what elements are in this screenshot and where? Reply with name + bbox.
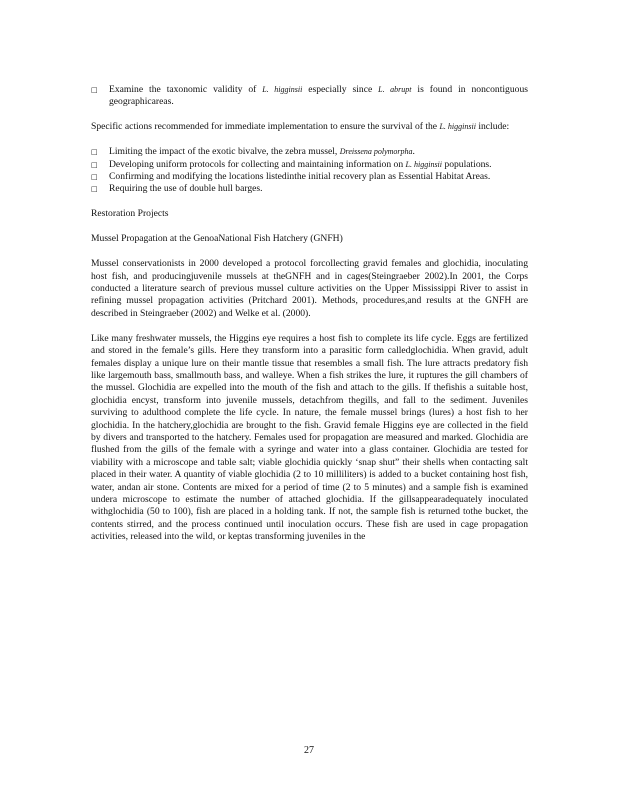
- bullet-item: [91, 159, 528, 171]
- bullet-text: populations.: [442, 158, 492, 170]
- page-number: 27: [304, 745, 314, 756]
- intro-text: include:: [475, 121, 510, 133]
- bullet-text: Requiring the use of double hull barges.: [109, 183, 263, 195]
- bullet-text: Limiting the impact of the exotic bivalve, the zebra mussel,: [109, 146, 340, 158]
- intro-paragraph: [91, 121, 528, 133]
- bullet-item: [91, 171, 528, 183]
- bullet-text: .: [412, 146, 415, 158]
- bullet-item: [91, 183, 528, 195]
- species-name: L. higginsii: [262, 85, 303, 94]
- species-name: Dreissena polymorpha: [339, 147, 413, 157]
- bullet-item: [91, 84, 528, 109]
- bullet-marker-icon: □: [91, 160, 98, 169]
- bullet-marker-icon: □: [91, 185, 98, 194]
- species-name: L. abrupt: [378, 85, 412, 94]
- bullet-text: Developing uniform protocols for collecting and maintaining information on: [109, 158, 406, 170]
- intro-text: Specific actions recommended for immediate implementation to ensure the survival of the: [91, 121, 440, 133]
- paragraph: Mussel conservationists in 2000 developed a protocol forcollecting gravid females and glochidia, inoculating host fish, and producingjuvenile mussels at theGNFH and in cages(Steingraeber 2002).In 2001, the Corps conducted a literature search of previous mussel culture activities on the Upper Mississippi River to assist in refining mussel propagation activities (Pritchard 2001). Methods, procedures,and results at the GNFH are described in Steingraeber (2002) and Welke et al. (2000).: [91, 258, 528, 319]
- section-heading: Restoration Projects: [91, 208, 169, 220]
- paragraph: Like many freshwater mussels, the Higgins eye requires a host fish to complete its life cycle. Eggs are fertilized and stored in the female’s gills. Here they transform into a parasitic form calledglochidia. When gravid, adult females display a unique lure on their mantle tissue that resembles a small fish. The lure attracts predatory fish like largemouth bass, smallmouth bass, and walleye. When a fish strikes the lure, it ruptures the gill chambers of the mussel. Glochidia are expelled into the mouth of the fish and attach to the gills. If thefishis a suitable host, glochidia encyst, transform into juvenile mussels, detachfrom thegills, and fall to the sediment. Juveniles surviving to adulthood complete the life cycle. In nature, the female mussel brings (lures) a host fish to her glochidia. In the hatchery,glochidia are brought to the fish. Gravid female Higgins eye are collected in the field by divers and transported to the hatchery. Females used for propagation are measured and marked. Glochidia are flushed from the gills of the female with a syringe and water into a glass container. Glochidia are tested for viability with a microscope and table salt; viable glochidia quickly ‘snap shut” their shells when contacting salt placed in their water. A quantity of viable glochidia (2 to 10 milliliters) is added to a bucket containing host fish, water, andan air stone. Contents are mixed for a period of time (2 to 5 minutes) and a sample fish is examined undera microscope to estimate the number of attached glochidia. If the gillsappearadequately inoculated withglochidia (50 to 100), fish are placed in a holding tank. If not, the sample fish is returned tothe bucket, the contents stirred, and the process continued until inoculation occurs. These fish are used in cage propagation activities, released into the wild, or keptas transforming juveniles in the: [91, 332, 528, 543]
- bullet-marker-icon: □: [91, 148, 98, 157]
- body-text: [91, 84, 528, 544]
- bullet-item: [91, 146, 528, 158]
- bullet-text: is found in noncontiguous geographicareas.: [109, 84, 528, 108]
- bullet-marker-icon: □: [91, 173, 98, 182]
- bullet-text: Examine the taxonomic validity of: [109, 84, 263, 95]
- bullet-text: especially since: [302, 84, 379, 95]
- subsection-heading: Mussel Propagation at the GenoaNational Fish Hatchery (GNFH): [91, 233, 343, 245]
- species-name: L. higginsii: [405, 159, 442, 169]
- bullet-text: Confirming and modifying the locations listedinthe initial recovery plan as Essential Habitat Areas.: [109, 171, 491, 183]
- species-name: L. higginsii: [439, 122, 476, 132]
- bullet-marker-icon: □: [91, 86, 98, 94]
